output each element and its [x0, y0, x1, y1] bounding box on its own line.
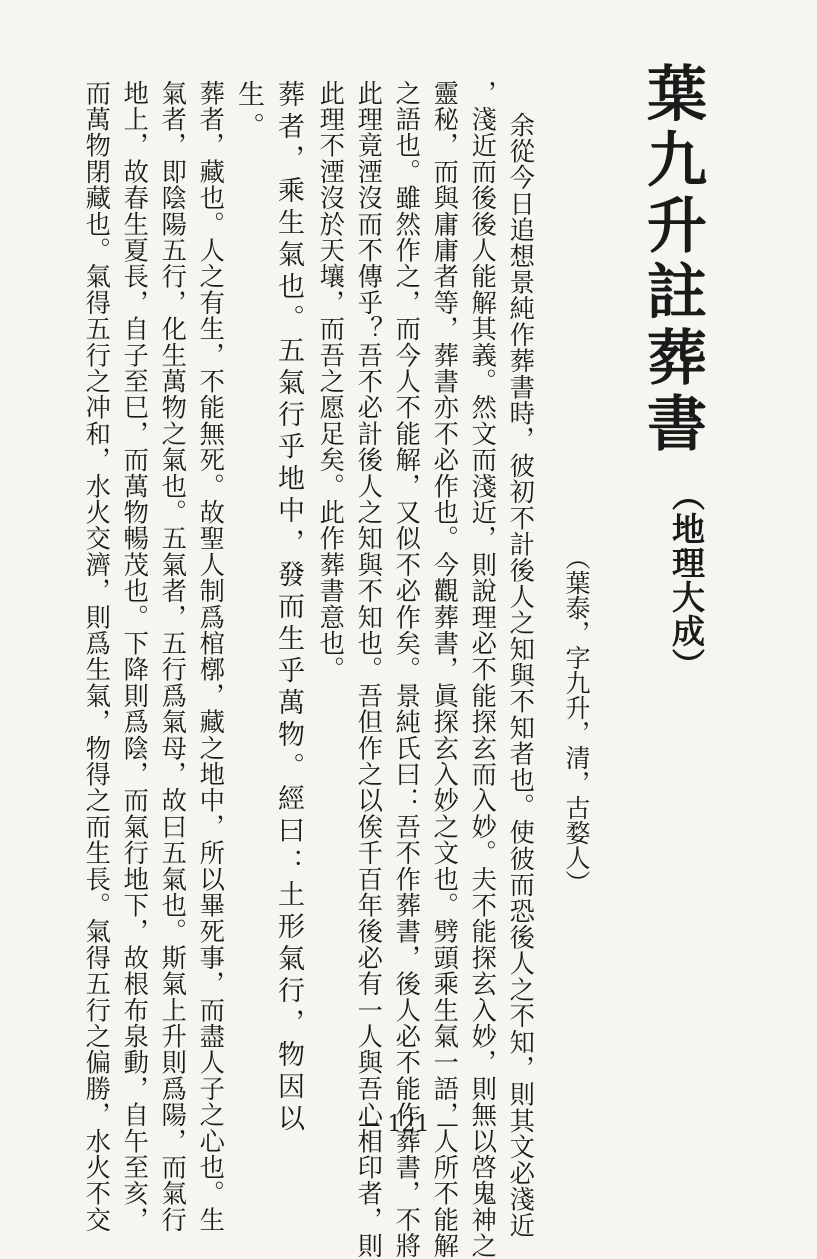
text-column-1: 余從今日追想景純作葬書時，彼初不計後人之知與不知者也。使彼而恐後人之不知，則其文必淺近: [506, 112, 536, 1239]
text-column-10: 而萬物閉藏也。氣得五行之冲和，水火交濟，則爲生氣，物得之而生長。氣得五行之偏勝，水火不交: [82, 80, 112, 1233]
text-column-9: 地上，故春生夏長，自子至巳，而萬物暢茂也。下降則爲陰，而氣行地下，故根布泉動，自午至亥，: [120, 80, 150, 1233]
classic-verse-line-1: 葬者，乘生氣也。五氣行乎地中，發而生乎萬物。經曰：土形氣行，物因以: [273, 80, 304, 1136]
page-number: — 121 —: [358, 1112, 459, 1137]
text-column-7: 葬者，藏也。人之有生，不能無死。故聖人制爲棺槨，藏之地中，所以畢死事，而盡人子之心也。生: [196, 80, 226, 1233]
author-note: （葉泰，字九升，清，古婺人）: [562, 545, 591, 895]
book-subtitle: （地理大成）: [667, 478, 706, 682]
text-column-4: 之語也。雖然作之，而今人不能解，又似不必作矣。景純氏曰：吾不作葬書，後人必不能作葬書，不將: [392, 80, 422, 1259]
text-column-2: ，淺近而後後人能解其義。然文而淺近，則說理必不能探玄而入妙。夫不能探玄入妙，則無以啓鬼神之: [468, 80, 498, 1259]
classic-verse-line-2: 生。: [233, 80, 264, 144]
text-column-8: 氣者，即陰陽五行，化生萬物之氣也。五氣者，五行爲氣母，故曰五氣也。斯氣上升則爲陽，而氣行: [158, 80, 188, 1233]
text-column-5: 此理竟湮沒而不傳乎？吾不必計後人之知與不知也。吾但作之以俟千百年後必有一人與吾心相印者，則: [354, 80, 384, 1259]
book-title: 葉九升註葬書: [637, 62, 707, 458]
text-column-6: 此理不湮沒於天壤，而吾之愿足矣。此作葬書意也。: [316, 80, 346, 683]
text-column-3: 靈秘，而與庸庸者等，葬書亦不必作也。今觀葬書，眞探玄入妙之文也。劈頭乘生氣一語，人所不能解: [430, 80, 460, 1259]
